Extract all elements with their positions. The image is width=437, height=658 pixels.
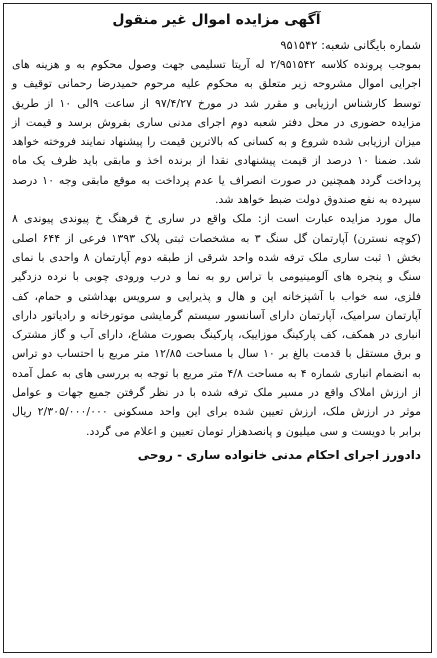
auction-notice bbox=[3, 3, 432, 653]
notice-title: آگهی مزایده اموال غیر منقول bbox=[112, 12, 321, 28]
signature-line: دادورز اجرای احکام مدنی خانواده ساری - روحی bbox=[137, 447, 421, 462]
property-paragraph: مال مورد مزایده عبارت است از: ملک واقع در ساری خ فرهنگ خ پیوندی پیوندی ۸ (کوچه نسترن) آپارتمان گل سنگ ۳ به مشخصات ثبتی پلاک ۱۳۹۳ فرعی از ۶۴۴ اصلی بخش ۱ ثبت ساری ملک ترفه شده واحد شرقی از طبقه دوم آپارتمان ۸ واحدی با نمای سنگ و پنجره های آلومینیومی با تراس رو به نما و درب ورودی چوبی با نرده دزدگیر فلزی، سه خواب با آشپزخانه اپن و هال و پذیرایی و سرویس بهداشتی و حمام، کف آپارتمان سرامیک، آپارتمان دارای آسانسور سیستم گرمایشی موتورخانه و رادیاتور دارای انباری در همکف، کف پارکینگ موزاییک، پارکینگ بصورت مشاع، دارای آب و گاز مشترک و برق مستقل با قدمت بالغ بر ۱۰ سال با مساحت ۱۲/۸۵ متر مربع با احتساب دو تراس به انضمام انباری شماره ۴ به مساحت ۴/۸ متر مربع با توجه به بررسی های به عمل آمده از ارزش املاک واقع در مسیر ملک ترفه شده با در نظر گرفتن جمیع جهات و عوامل موثر در ارزش ملک، ارزش تعیین شده برای این واحد مسکونی ۲/۳۰۵/۰۰۰/۰۰۰ ریال برابر با دویست و سی میلیون و پانصدهزار تومان تعیین و اعلام می گردد. bbox=[12, 212, 422, 438]
case-paragraph: بموجب پرونده کلاسه ۲/۹۵۱۵۴۲ له آریتا تسلیمی جهت وصول محکوم به و هزینه های اجرایی اموال مشروحه زیر متعلق به محکوم علیه مرحوم حمیدرضا رحمانی توقیف و توسط کارشناس ارزیابی و مقرر شد در مورخ ۹۷/۴/۲۷ از ساعت ۹الی ۱۰ از طریق مزایده حضوری در محل دفتر شعبه دوم اجرای مدنی ساری بفروش برسد و قیمت از میزان ارزیابی شده شروع و به کسانی که بالاترین قیمت را پیشنهاد نمایند فروخته خواهد شد. ضمنا ۱۰ درصد از قیمت پیشنهادی نقدا از برنده اخذ و مابقی باید ظرف یک ماه پرداخت گردد همچنین در صورت انصراف یا عدم پرداخت به موقع مابقی وجه ۱۰ درصد سپرده به نفع صندوق دولت ضبط خواهد شد. bbox=[12, 58, 422, 207]
archive-number: شماره بایگانی شعبه: ۹۵۱۵۴۲ bbox=[280, 38, 421, 52]
